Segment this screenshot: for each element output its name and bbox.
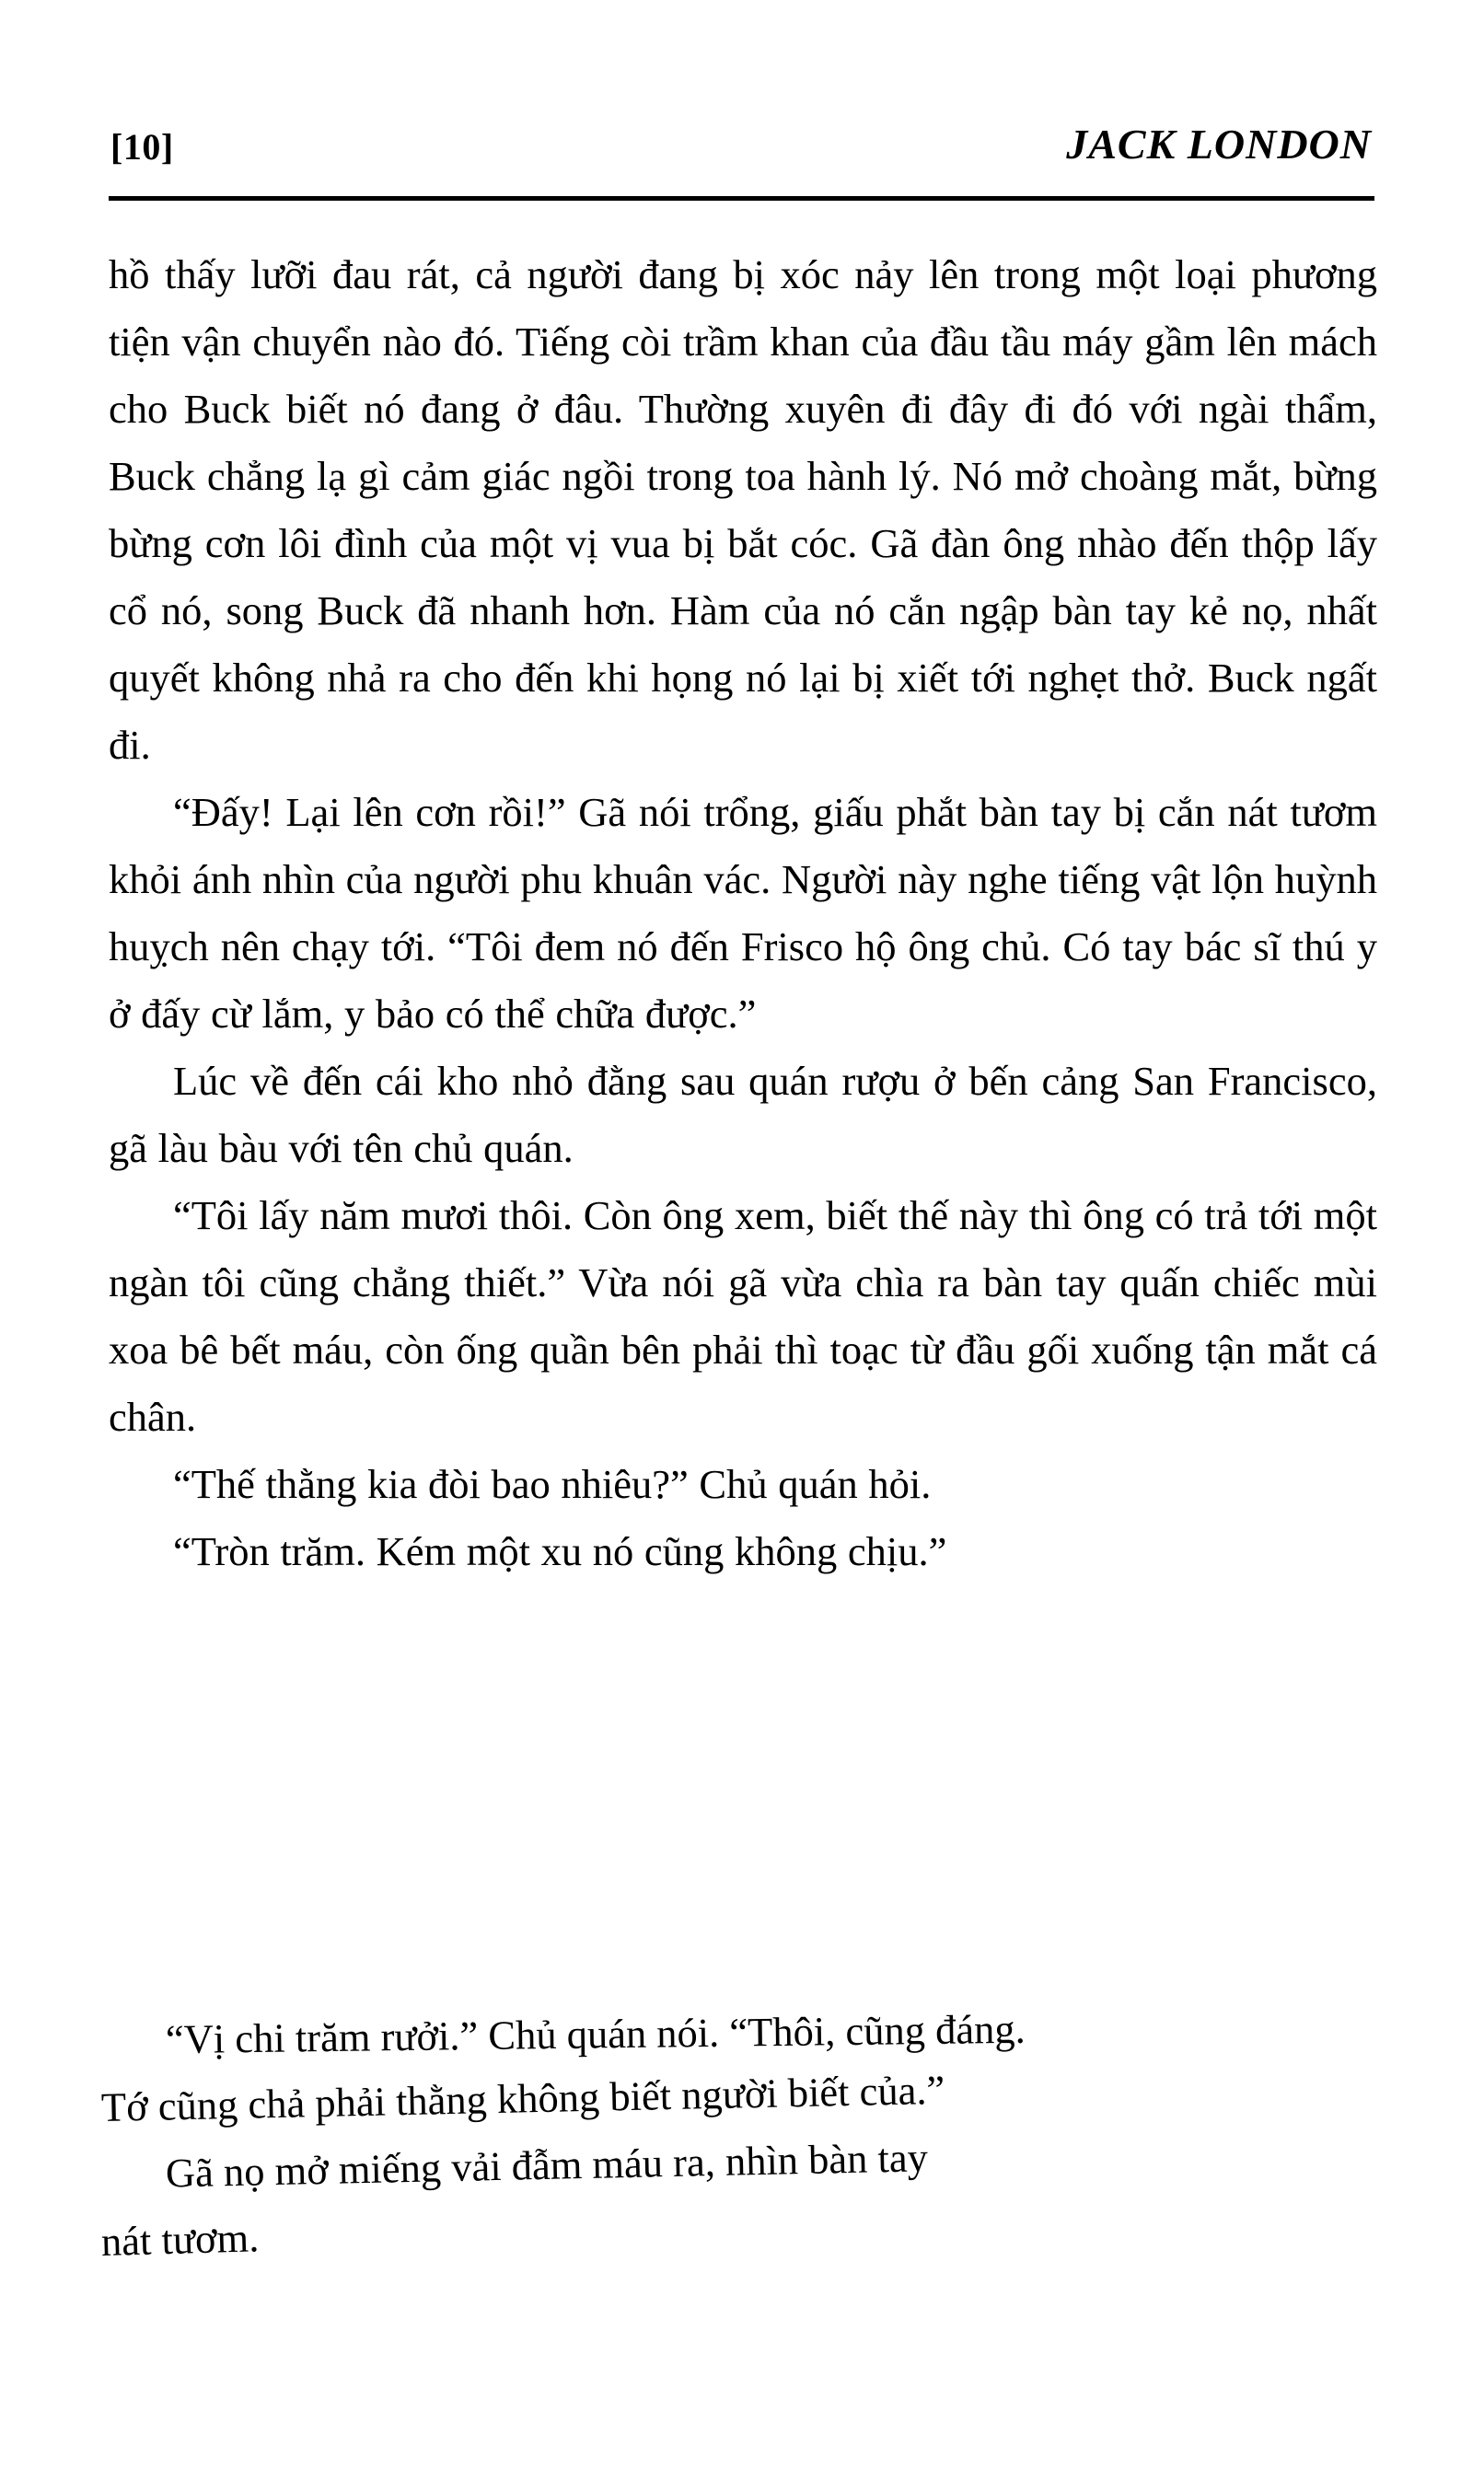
paragraph: “Đấy! Lại lên cơn rồi!” Gã nói trổng, giấu phắt bàn tay bị cắn nát tươm khỏi ánh nhìn của người phu khuân vác. Người này nghe tiếng vật lộn huỳnh huỵch nên chạy tới. “Tôi đem nó đến Frisco hộ ông chủ. Có tay bác sĩ thú y ở đấy cừ lắm, y bảo có thể chữa được.” bbox=[109, 789, 1377, 1037]
paragraph-line: nát tươm. bbox=[100, 2214, 260, 2265]
running-head-title: JACK LONDON bbox=[1066, 121, 1372, 168]
paragraph: “Thế thằng kia đòi bao nhiêu?” Chủ quán hỏi. bbox=[173, 1461, 932, 1507]
paragraph: Lúc về đến cái kho nhỏ đằng sau quán rượu ở bến cảng San Francisco, gã làu bàu với tên chủ quán. bbox=[109, 1058, 1377, 1171]
paragraph: “Tròn trăm. Kém một xu nó cũng không chịu.” bbox=[173, 1528, 947, 1574]
paragraph-line: Tớ cũng chả phải thằng không biết người biết của.” bbox=[100, 2066, 945, 2130]
paragraph-line: Gã nọ mở miếng vải đẫm máu ra, nhìn bàn tay bbox=[165, 2134, 929, 2197]
paragraph: “Tôi lấy năm mươi thôi. Còn ông xem, biết thế này thì ông có trả tới một ngàn tôi cũng chẳng thiết.” Vừa nói gã vừa chìa ra bàn tay quấn chiếc mùi xoa bê bết máu, còn ống quần bên phải thì toạc từ đầu gối xuống tận mắt cá chân. bbox=[109, 1192, 1377, 1440]
body-text-skewed bbox=[101, 2007, 1381, 2276]
paragraph-line: “Vị chi trăm rưởi.” Chủ quán nói. “Thôi, cũng đáng. bbox=[165, 2005, 1026, 2063]
page-header bbox=[110, 120, 1372, 168]
paragraph: hồ thấy lưỡi đau rát, cả người đang bị xóc nảy lên trong một loại phương tiện vận chuyển nào đó. Tiếng còi trầm khan của đầu tầu máy gầm lên mách cho Buck biết nó đang ở đâu. Thường xuyên đi đây đi đó với ngài thẩm, Buck chẳng lạ gì cảm giác ngồi trong toa hành lý. Nó mở choàng mắt, bừng bừng cơn lôi đình của một vị vua bị bắt cóc. Gã đàn ông nhào đến thộp lấy cổ nó, song Buck đã nhanh hơn. Hàm của nó cắn ngập bàn tay kẻ nọ, nhất quyết không nhả ra cho đến khi họng nó lại bị xiết tới nghẹt thở. Buck ngất đi. bbox=[109, 251, 1377, 768]
page-number: [10] bbox=[110, 126, 174, 168]
header-divider bbox=[109, 196, 1374, 201]
body-text bbox=[109, 241, 1377, 1585]
